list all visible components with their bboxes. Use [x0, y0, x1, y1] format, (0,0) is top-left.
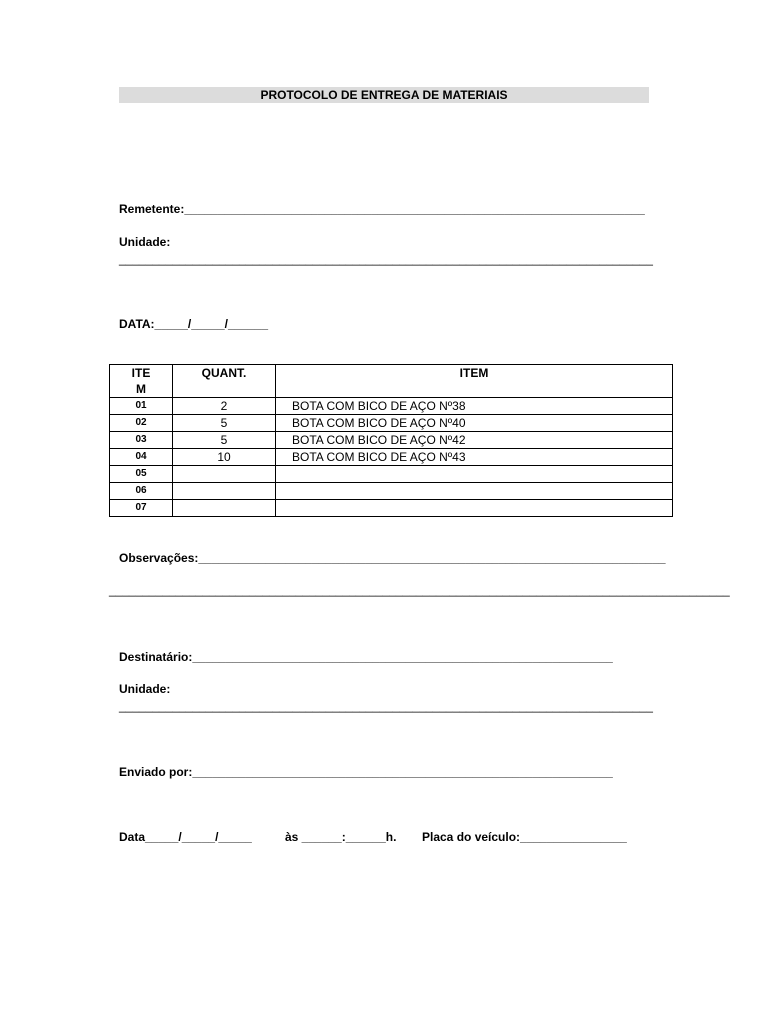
time-field[interactable]: às ______:______h.: [285, 830, 397, 844]
enviado-por-field[interactable]: Enviado por:_______________________________________________________________: [119, 765, 613, 779]
table-row: [110, 449, 673, 466]
header-item: ITEM: [276, 365, 673, 398]
items-table: [109, 364, 673, 517]
row-number: 05: [110, 466, 173, 483]
table-row: [110, 466, 673, 483]
row-number: 02: [110, 415, 173, 432]
row-quantity[interactable]: 5: [173, 415, 276, 432]
remetente-field[interactable]: Remetente:_____________________________________________________________________: [119, 202, 645, 216]
row-number: 01: [110, 398, 173, 415]
table-row: [110, 483, 673, 500]
unidade2-field[interactable]: ________________________________________________________________________________: [119, 699, 653, 713]
table-row: [110, 415, 673, 432]
table-row: [110, 432, 673, 449]
row-number: 03: [110, 432, 173, 449]
row-description[interactable]: BOTA COM BICO DE AÇO Nº43: [276, 449, 673, 466]
row-description[interactable]: [276, 500, 673, 517]
data-field[interactable]: DATA:_____/_____/______: [119, 317, 268, 331]
placa-field[interactable]: Placa do veículo:________________: [422, 830, 627, 844]
row-number: 04: [110, 449, 173, 466]
observacoes-field[interactable]: Observações:______________________________________________________________________: [119, 551, 666, 565]
row-quantity[interactable]: [173, 483, 276, 500]
row-description[interactable]: BOTA COM BICO DE AÇO Nº42: [276, 432, 673, 449]
header-quantity: QUANT.: [173, 365, 276, 398]
row-description[interactable]: BOTA COM BICO DE AÇO Nº38: [276, 398, 673, 415]
table-row: [110, 398, 673, 415]
data-final-field[interactable]: Data_____/_____/_____: [119, 830, 252, 844]
header-item-number: ITE M: [110, 365, 173, 398]
row-quantity[interactable]: 2: [173, 398, 276, 415]
row-number: 06: [110, 483, 173, 500]
row-description[interactable]: [276, 483, 673, 500]
unidade2-label: Unidade:: [119, 682, 171, 696]
unidade-label: Unidade:: [119, 235, 171, 249]
observacoes-line2[interactable]: _____________________________________________________________________________________________: [109, 583, 730, 597]
row-quantity[interactable]: 10: [173, 449, 276, 466]
row-quantity[interactable]: 5: [173, 432, 276, 449]
row-quantity[interactable]: [173, 466, 276, 483]
row-number: 07: [110, 500, 173, 517]
row-description[interactable]: BOTA COM BICO DE AÇO Nº40: [276, 415, 673, 432]
unidade-field[interactable]: ________________________________________________________________________________: [119, 252, 653, 266]
row-quantity[interactable]: [173, 500, 276, 517]
table-row: [110, 500, 673, 517]
document-title: PROTOCOLO DE ENTREGA DE MATERIAIS: [119, 87, 649, 103]
row-description[interactable]: [276, 466, 673, 483]
destinatario-field[interactable]: Destinatário:_______________________________________________________________: [119, 650, 613, 664]
